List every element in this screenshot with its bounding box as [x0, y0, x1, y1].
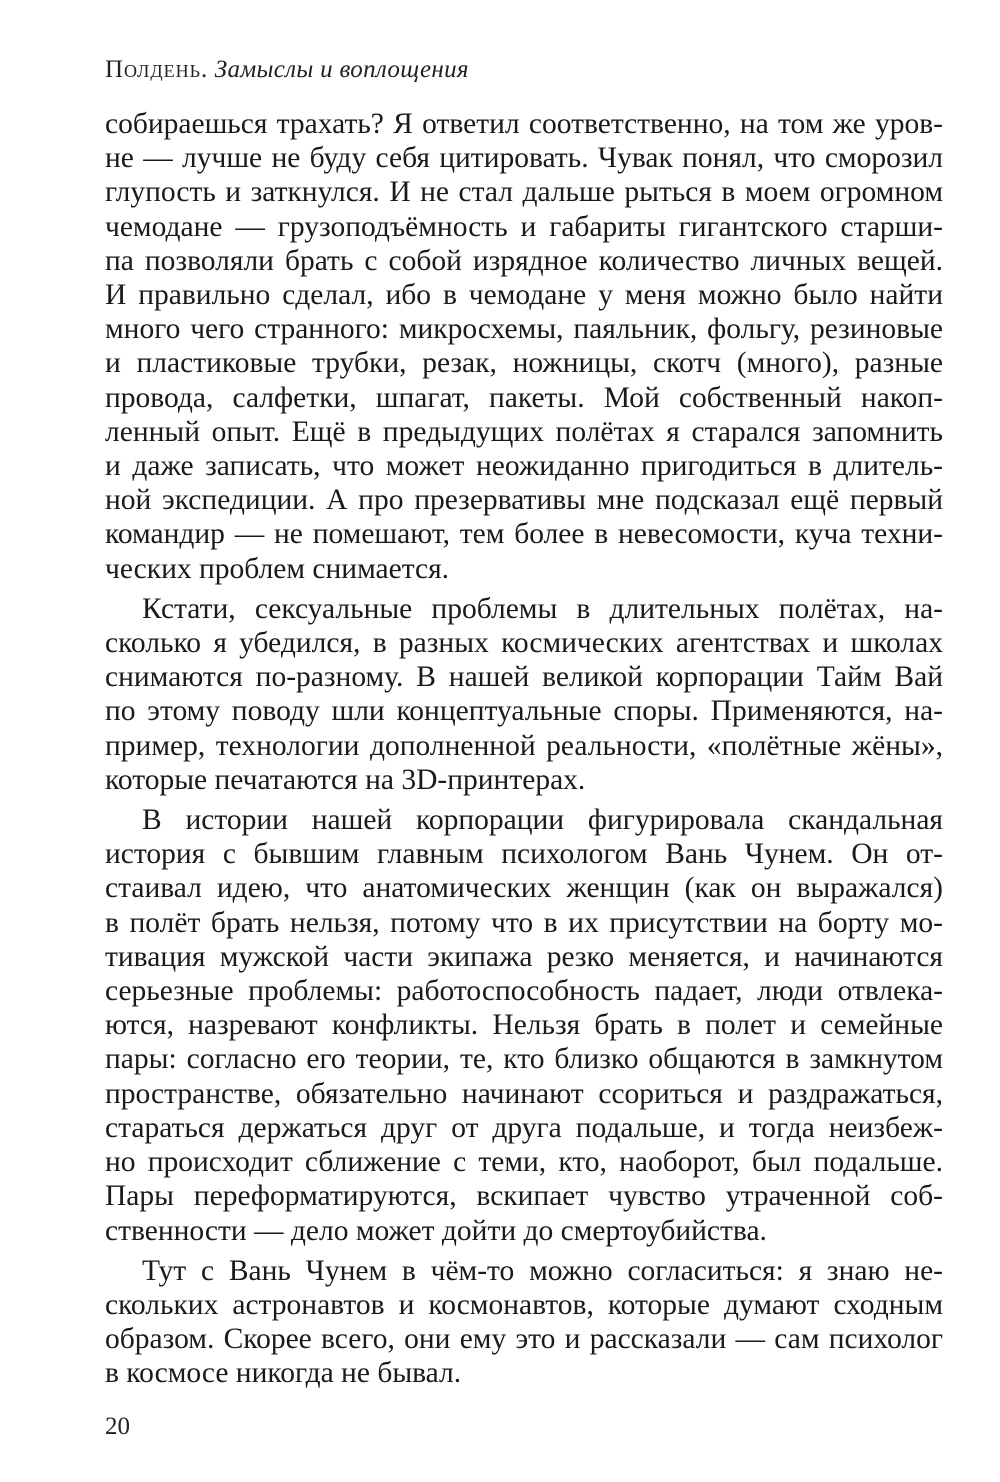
- paragraph: [105, 1254, 943, 1391]
- text-line: по этому поводу шли концептуальные споры. Применяются, на-: [105, 695, 943, 728]
- text-line: не — лучше не буду себя цитировать. Чувак понял, что сморозил: [105, 142, 943, 175]
- text-line: Тут с Вань Чунем в чём-то можно согласиться: я знаю не-: [142, 1254, 943, 1287]
- text-line: в космосе никогда не бывал.: [105, 1357, 462, 1390]
- text-line: и пластиковые трубки, резак, ножницы, скотч (много), разные: [105, 347, 943, 380]
- text-line: чемодане — грузоподъёмность и габариты гигантского старши-: [105, 210, 943, 243]
- text-line: па позволяли брать с собой изрядное количество личных вещей.: [105, 244, 943, 277]
- running-head-section: Полдень.: [105, 56, 209, 83]
- text-line: сколько я убедился, в разных космических агентствах и школах: [105, 627, 943, 660]
- running-head: [105, 55, 943, 85]
- text-line: история с бывшим главным психологом Вань Чунем. Он от-: [105, 838, 943, 871]
- text-line: которые печатаются на 3D-принтерах.: [105, 763, 586, 796]
- text-line: ной экспедиции. А про презервативы мне подсказал ещё первый: [105, 484, 943, 517]
- text-line: глупость и заткнулся. И не стал дальше рыться в моем огромном: [105, 176, 943, 209]
- text-line: снимаются по-разному. В нашей великой корпорации Тайм Вай: [105, 661, 943, 694]
- text-line: скольких астронавтов и космонавтов, которые думают сходным: [105, 1288, 943, 1321]
- text-line: ческих проблем снимается.: [105, 552, 450, 585]
- text-line: собираешься трахать? Я ответил соответственно, на том же уров-: [105, 108, 943, 140]
- paragraph: [105, 592, 943, 797]
- text-line: ются, назревают конфликты. Нельзя брать в полет и семейные: [105, 1009, 943, 1042]
- text-line: ленный опыт. Ещё в предыдущих полётах я старался запомнить: [105, 415, 943, 448]
- text-line: В истории нашей корпорации фигурировала скандальная: [142, 804, 943, 837]
- text-line: стаивал идею, что анатомических женщин (как он выражался): [105, 872, 943, 905]
- text-line: Пары переформатируются, вскипает чувство утраченной соб-: [105, 1180, 943, 1213]
- text-line: но происходит сближение с теми, кто, наоборот, был подальше.: [105, 1146, 943, 1179]
- text-line: ственности — дело может дойти до смертоубийства.: [105, 1214, 767, 1247]
- page-number: 20: [105, 1413, 130, 1440]
- text-line: в полёт брать нельзя, потому что в их присутствии на борту мо-: [105, 906, 943, 939]
- text-line: Кстати, сексуальные проблемы в длительных полётах, на-: [142, 592, 943, 625]
- paragraph: [105, 803, 943, 1248]
- text-line: провода, салфетки, шпагат, пакеты. Мой собственный накоп-: [105, 381, 943, 414]
- text-line: образом. Скорее всего, они ему это и рассказали — сам психолог: [105, 1323, 943, 1356]
- text-line: пространстве, обязательно начинают ссориться и раздражаться,: [105, 1077, 943, 1110]
- text-line: тивация мужской части экипажа резко меняется, и начинаются: [105, 940, 943, 973]
- body-text: [105, 107, 943, 1391]
- text-line: стараться держаться друг от друга подальше, и тогда неизбеж-: [105, 1111, 943, 1144]
- text-line: и даже записать, что может неожиданно пригодиться в длитель-: [105, 450, 943, 483]
- running-head-title: Замыслы и воплощения: [214, 56, 469, 83]
- text-line: серьезные проблемы: работоспособность падает, люди отвлека-: [105, 975, 943, 1008]
- page: [105, 55, 943, 1397]
- text-line: много чего странного: микросхемы, паяльник, фольгу, резиновые: [105, 313, 943, 346]
- text-line: пример, технологии дополненной реальности, «полётные жёны»,: [105, 729, 943, 762]
- text-line: И правильно сделал, ибо в чемодане у меня можно было найти: [105, 279, 943, 312]
- paragraph: [105, 107, 943, 586]
- text-line: командир — не помешают, тем более в невесомости, куча техни-: [105, 518, 943, 551]
- text-line: пары: согласно его теории, те, кто близко общаются в замкнутом: [105, 1043, 943, 1076]
